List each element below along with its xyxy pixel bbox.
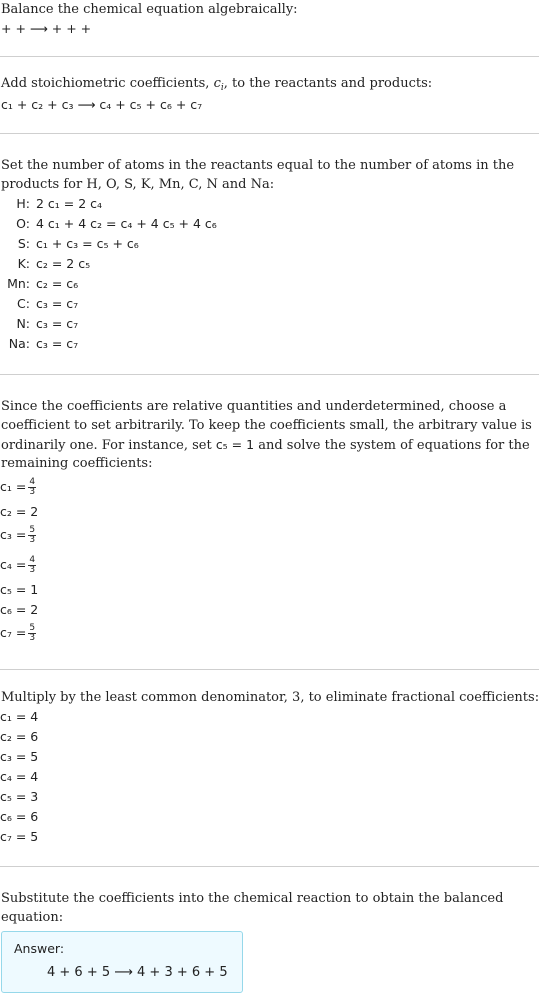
coefficient-row: c₂ = 2 (0, 504, 39, 519)
coefficient-row: c₅ = 1 (0, 582, 39, 597)
step4-line1: Since the coefficients are relative quantities and underdetermined, choose a (1, 399, 507, 414)
coefficient-row: c₃ = 5 (0, 749, 39, 764)
coefficient-row: c₇ = $\frac{5}{3}$ (0, 623, 36, 643)
atom-row: N: c₃ = c₇ (16, 316, 79, 331)
step5-text: Multiply by the least common denominator, 3, to eliminate fractional coefficients: (1, 690, 539, 705)
step2-equation: c₁ + c₂ + c₃ ⟶ c₄ + c₅ + c₆ + c₇ (1, 97, 203, 112)
divider (0, 669, 539, 670)
atom-row: K: c₂ = 2 c₅ (17, 256, 91, 271)
step1-text: Balance the chemical equation algebraically: (1, 2, 298, 17)
coefficient-row: c₁ = $\frac{4}{3}$ (0, 477, 36, 497)
step4-line3: ordinarily one. For instance, set c₅ = 1 and solve the system of equations for the (1, 437, 530, 453)
divider (0, 133, 539, 134)
atom-row: C: c₃ = c₇ (17, 296, 79, 311)
divider (0, 374, 539, 375)
coefficient-row: c₅ = 3 (0, 789, 39, 804)
coefficient-row: c₆ = 2 (0, 602, 39, 617)
coefficient-row: c₄ = 4 (0, 769, 39, 784)
step4-line4: remaining coefficients: (1, 456, 153, 471)
step6-line1: Substitute the coefficients into the chemical reaction to obtain the balanced (1, 891, 504, 906)
divider (0, 56, 539, 57)
coefficient-row: c₃ = $\frac{5}{3}$ (0, 525, 36, 545)
balanced-equation: 4 + 6 + 5 ⟶ 4 + 3 + 6 + 5 (47, 965, 228, 980)
answer-label: Answer: (14, 941, 65, 956)
coefficient-row: c₁ = 4 (0, 709, 39, 724)
coefficient-row: c₄ = $\frac{4}{3}$ (0, 555, 36, 575)
step3-line2: products for H, O, S, K, Mn, C, N and Na: (1, 177, 275, 192)
atom-row: Mn: c₂ = c₆ (7, 276, 79, 291)
atom-row: S: c₁ + c₃ = c₅ + c₆ (17, 236, 139, 251)
step1-equation: + + ⟶ + + + (1, 21, 92, 36)
step6-line2: equation: (1, 910, 64, 925)
atom-row: Na: c₃ = c₇ (8, 336, 79, 351)
coefficient-row: c₂ = 6 (0, 729, 39, 744)
answer-box (1, 931, 243, 993)
step2-text: Add stoichiometric coefficients, $c_i$, to the reactants and products: (1, 76, 433, 93)
atom-row: O: 4 c₁ + 4 c₂ = c₄ + 4 c₅ + 4 c₆ (16, 216, 217, 231)
divider (0, 866, 539, 867)
coefficient-row: c₇ = 5 (0, 829, 39, 844)
step4-line2: coefficient to set arbitrarily. To keep the coefficients small, the arbitrary value is (1, 418, 532, 433)
coefficient-row: c₆ = 6 (0, 809, 39, 824)
atom-row: H: 2 c₁ = 2 c₄ (16, 196, 103, 211)
step3-line1: Set the number of atoms in the reactants equal to the number of atoms in the (1, 158, 515, 173)
